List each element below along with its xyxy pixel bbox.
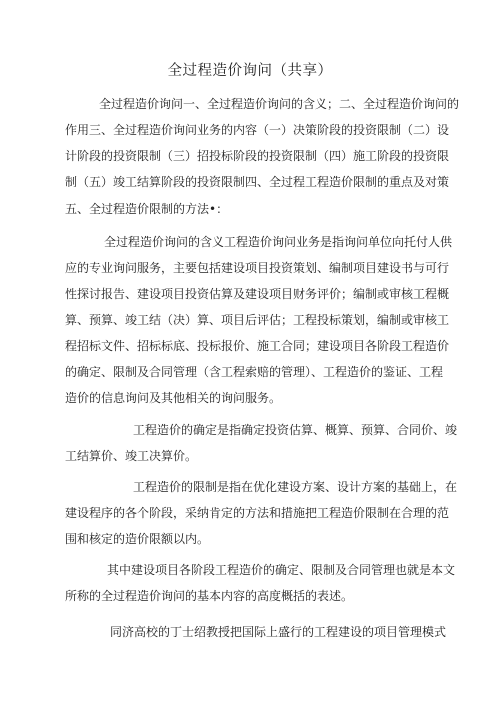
document-title: 全过程造价询问（共享） <box>167 63 333 79</box>
paragraph-line: 所称的全过程造价询问的基本内容的高度概括的表述。 <box>65 589 354 603</box>
paragraph-line: 围和核定的造价限额以内。 <box>65 532 210 546</box>
paragraph-line: 全过程造价询问的含义工程造价询问业务是指询问单位向托付人供 <box>104 235 453 249</box>
paragraph-line: 工程造价的限制是指在优化建设方案、设计方案的基础上，在 <box>133 480 458 494</box>
paragraph-line: 工结算价、竣工决算价。 <box>65 449 198 463</box>
paragraph-line: 性探讨报告、建设项目投资估算及建设项目财务评价；编制或审核工程概 <box>65 287 450 301</box>
paragraph-line: 算、预算、竣工结（决）算、项目后评估；工程投标策划，编制或审核工 <box>65 313 450 327</box>
paragraph-line: 工程造价的确定是指确定投资估算、概算、预算、合同价、竣 <box>133 423 458 437</box>
paragraph-line: 全过程造价询问一、全过程造价询问的含义；二、全过程造价询问的 <box>99 97 460 111</box>
paragraph-line: 应的专业询问服务，主要包括建设项目投资策划、编制项目建设书与可行 <box>65 261 450 275</box>
paragraph-line: 作用三、全过程造价询问业务的内容（一）决策阶段的投资限制（二）设 <box>65 123 450 137</box>
paragraph-line: 计阶段的投资限制（三）招投标阶段的投资限制（四）施工阶段的投资限 <box>65 149 450 163</box>
paragraph-line: 程招标文件、招标标底、投标报价、施工合同；建设项目各阶段工程造价 <box>65 339 450 353</box>
paragraph-line: 同济高校的丁士绍教授把国际上盛行的工程建设的项目管理模式 <box>110 625 447 639</box>
paragraph-line: 的确定、限制及合同管理（含工程索赔的管理）、工程造价的鉴证、工程 <box>65 365 444 379</box>
paragraph-line: 五、全过程造价限制的方法•： <box>65 202 229 216</box>
paragraph-line: 制（五）竣工结算阶段的投资限制四、全过程工程造价限制的重点及对策 <box>65 175 450 189</box>
paragraph-line: 造价的信息询问及其他相关的询问服务。 <box>65 391 282 405</box>
paragraph-line: 建设程序的各个阶段，采纳肯定的方法和措施把工程造价限制在合理的范 <box>65 506 450 520</box>
paragraph-line: 其中建设项目各阶段工程造价的确定、限制及合同管理也就是本文 <box>107 563 456 577</box>
